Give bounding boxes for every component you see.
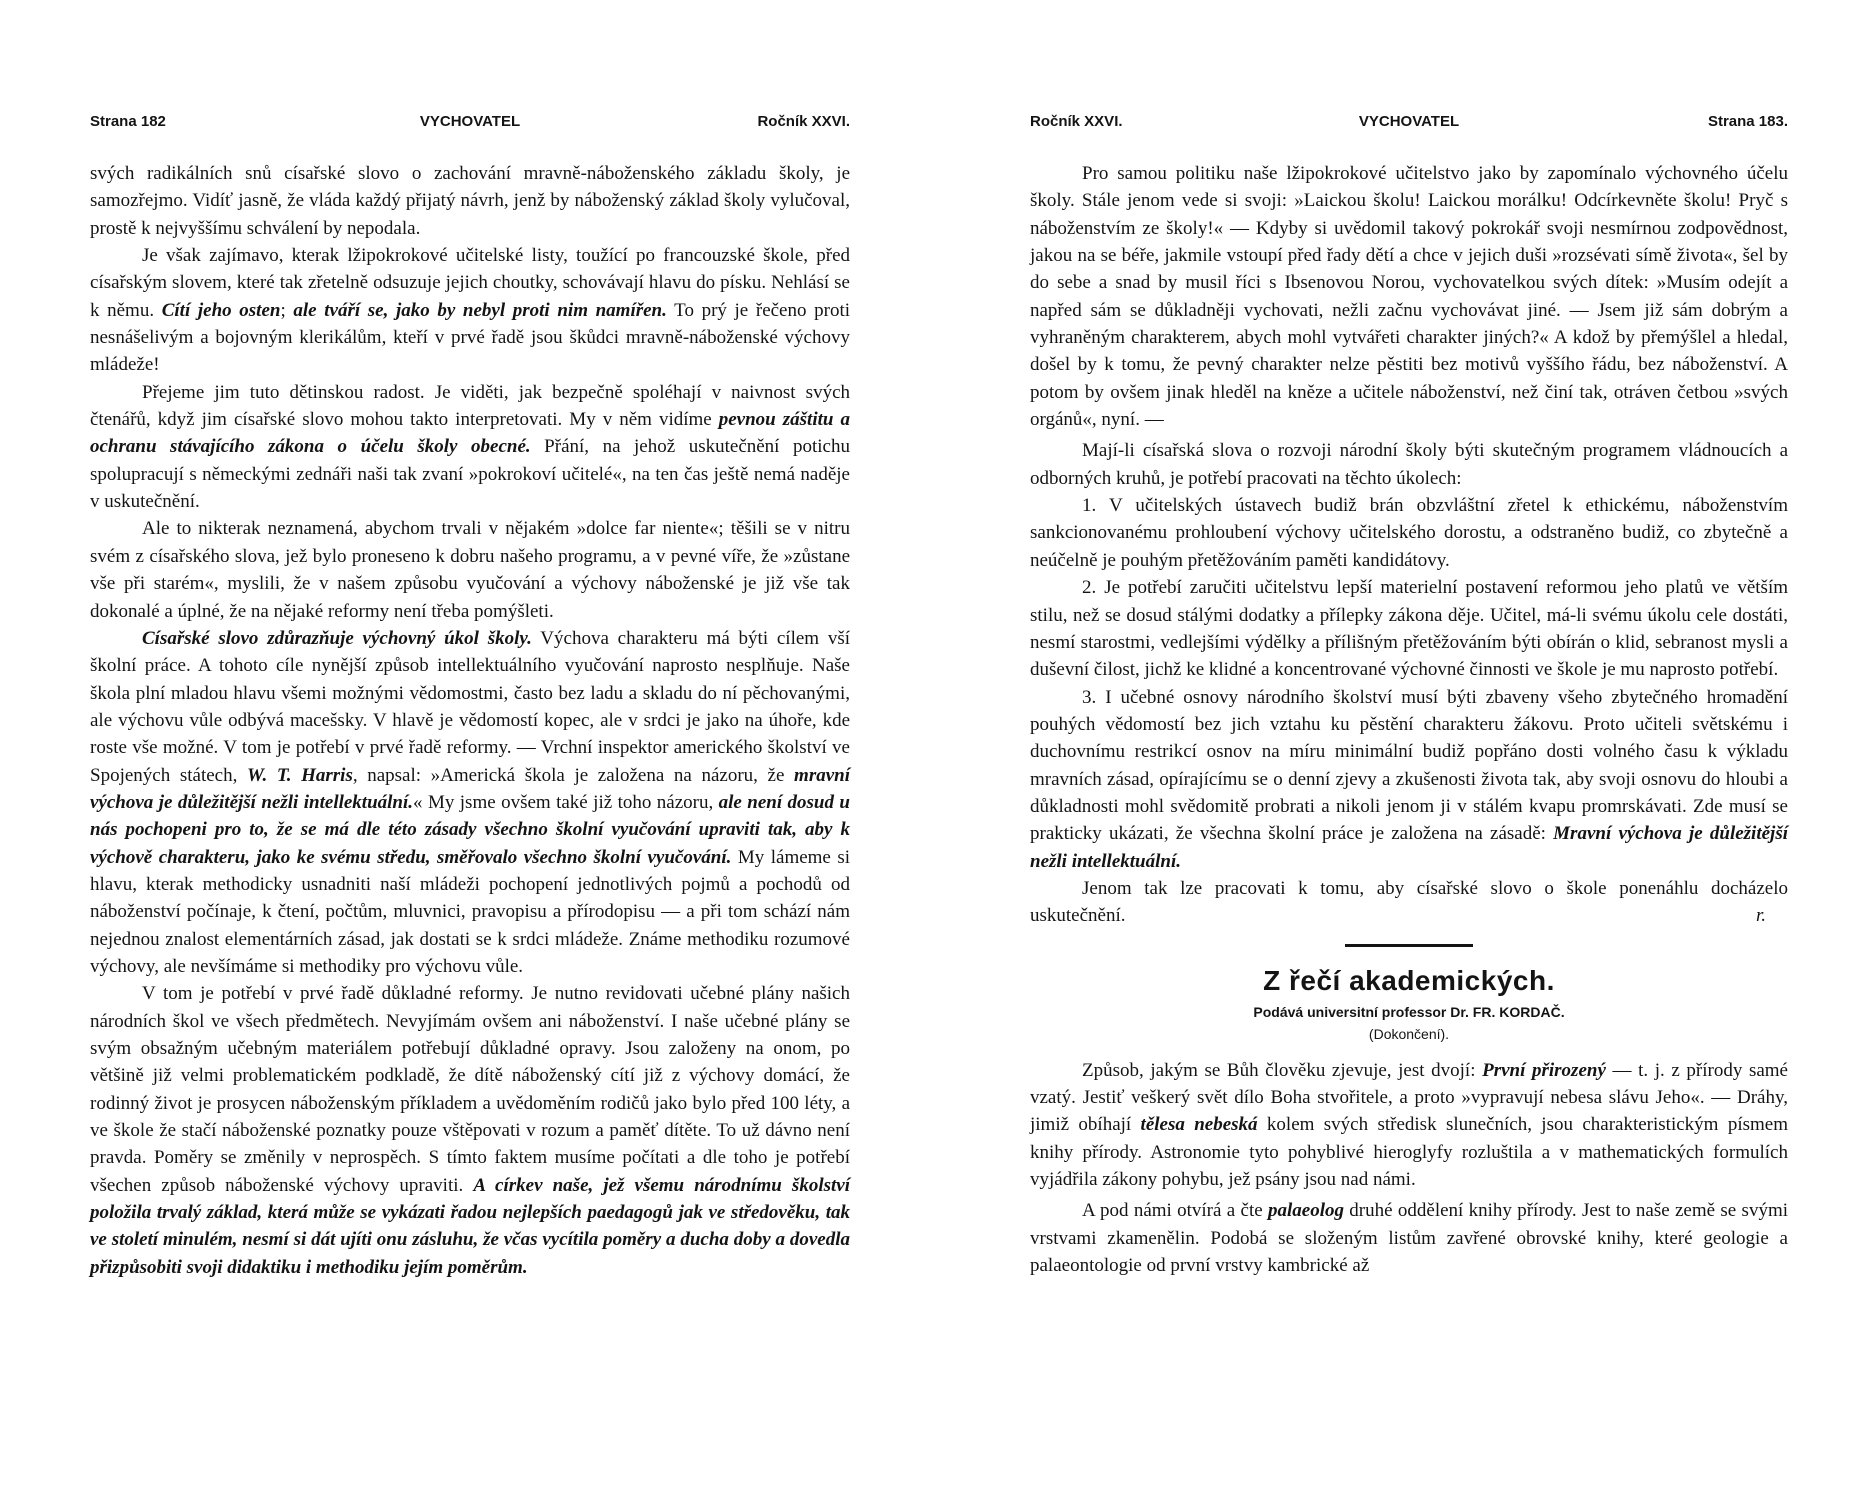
text-run: Výchova charakteru má býti cílem vší školní práce. A tohoto cíle nynější způsob intellektuálního vyučování naprosto nesplňuje. Naše škola plní mladou hlavu všemi možnými vědomostmi, často bez ladu a skladu do ní pěchovanými, ale výchovu vůle odbývá macešsky. V hlavě je vědomostí kopec, ale v srdci je jako na úhoře, kde roste vše možné. V tom je potřebí v prvé řadě reformy. — Vrchní inspektor amerického školství ve Spojených státech,	[90, 627, 850, 786]
paragraph	[1030, 1057, 1788, 1194]
text-run: druhé oddělení knihy přírody. Jest to naše země se svými vrstvami zkamenělin. Podobá se složeným listům zavřené obrovské knihy, které geologie a palaeontologie od první vrstvy kambrické až	[1030, 1200, 1788, 1277]
text-run: Ale to nikterak neznamená, abychom trvali v nějakém »dolce far niente«; těšili se v nitru svém z císařského slova, jež bylo proneseno k dobru našeho programu, a v pevné víře, že »zůstane vše při starém«, myslili, že v našem způsobu vyučování a výchovy náboženské je již vše tak dokonalé a úplné, že na nějaké reformy není třeba pomýšleti.	[90, 518, 850, 622]
emphasized-text: Cítí jeho osten	[161, 299, 281, 321]
paragraph	[1030, 492, 1788, 574]
emphasized-text: W. T. Harris	[246, 764, 353, 786]
text-run: 3. I učebné osnovy národního školství musí býti zbaveny všeho zbytečného hromadění pouhých vědomostí bez jich vztahu ku pěstění charakteru žákovu. Proto učiteli světskému i duchovnímu restrikcí osnov na míru minimální budiž popřáno dosti volného času k výkladu mravních zásad, opírajícímu se o denní zjevy a zkušenosti života tak, aby svoji osnovu do hloubi a důkladnosti mohl svědomitě probrati a nikoli jenom ji v stálém kvapu promrskávati. Zde musí se prakticky ukázati, že všechna školní práce je založena na zásadě:	[1030, 686, 1788, 845]
emphasized-text: ale není dosud u nás pochopeni pro to, že se má dle této zásady všechno školní vyučování upraviti tak, aby k výchově charakteru, jako ke svému středu, směřovalo všechno školní vyučování.	[90, 791, 850, 868]
paragraph	[1030, 574, 1788, 683]
text-run: svých radikálních snů císařské slovo o zachování mravně-náboženského základu školy, je samozřejmo. Vidíť jasně, že vláda každý přijatý návrh, jenž by náboženský základ školy vylučoval, prostě k nejvyššímu schválení by nepodala.	[90, 163, 850, 239]
closing-paragraph	[1030, 875, 1788, 930]
text-run: « My jsme ovšem také již toho názoru,	[413, 791, 719, 813]
section-divider	[1345, 944, 1473, 947]
running-header	[90, 113, 850, 137]
paragraph	[90, 980, 850, 1281]
text-run: , napsal: »Americká škola je založena na názoru, že	[352, 764, 795, 786]
emphasized-text: Císařské slovo zdůrazňuje výchovný úkol školy.	[142, 627, 532, 649]
text-run: Přejeme jim tuto dětinskou radost. Je viděti, jak bezpečně spoléhají v naivnost svých čtenářů, když jim císařské slovo mohou takto interpretovati. My v něm vidíme	[90, 381, 850, 431]
emphasized-text: A církev naše, jež všemu národnímu školství položila trvalý základ, která může se vykázati řadou nejlepších paedagogů jak ve středověku, tak ve století minulém, nesmí si dát ujíti onu zásluhu, že včas vycítila poměry a ducha doby a dovedla přizpůsobiti svoji didaktiku i methodiku jejím poměrům.	[90, 1174, 850, 1278]
emphasized-text: tělesa nebeská	[1140, 1114, 1258, 1136]
text-run: 1. V učitelských ústavech budiž brán obzvláštní zřetel k ethickému, náboženstvím sankcionovanému prohloubení výchovy učitelského dorostu, a odstraněno budiž, co zbytečně a neúčelně je pouhým přetěžováním paměti kandidátovy.	[1030, 495, 1788, 571]
author-signature: r.	[1755, 905, 1766, 927]
text-run: To prý je řečeno proti nesnášelivým a bojovným klerikálům, kteří v prvé řadě jsou škůdci mravně-náboženské výchovy mládeže!	[90, 299, 851, 376]
journal-title: VYCHOVATEL	[1358, 113, 1460, 130]
volume-label: Ročník XXVI.	[1030, 113, 1123, 130]
text-run: V tom je potřebí v prvé řadě důkladné reformy. Je nutno revidovati učebné plány našich národních škol ve všech předmětech. Nevyjímám ovšem ani náboženství. I naše učebné plány se svým obsažným učebným materiálem potřebují důkladné opravy. Jsou založeny na onom, po většině již velmi problematickém podkladě, že dítě náboženský cítí již z výchovy domácí, že rodinný život je prosycen náboženským příkladem a uvědoměním rodičů jako bylo před 100 léty, a ve škole že stačí náboženské poznatky pouze vštěpovati v rozum a paměť dítěte. To už dávno není pravda. Poměry se změnily v neprospěch. S tímto faktem musíme počítati a dle toho je potřebí všechen způsob náboženské výchovy upraviti.	[90, 983, 850, 1196]
text-run: Způsob, jakým se Bůh člověku zjevuje, jest dvojí:	[1082, 1059, 1483, 1081]
paragraph	[1030, 437, 1788, 492]
paragraph	[90, 379, 850, 516]
emphasized-text: mravní výchova je důležitější nežli intellektuální.	[90, 764, 850, 813]
paragraph	[90, 160, 850, 242]
paragraph	[1030, 684, 1788, 875]
page-number: Strana 182	[90, 113, 166, 130]
emphasized-text: ale tváří se, jako by nebyl proti nim namířen.	[293, 299, 667, 321]
text-run: kolem svých středisk slunečních, jsou charakteristickým písmem knihy přírody. Astronomie tyto pohyblivé hieroglyfy rozluštila a v mathematických formulích vyjádřila zákony pohybu, jež psány jsou nad námi.	[1030, 1114, 1788, 1190]
emphasized-text: První přirozený	[1482, 1059, 1606, 1081]
paragraph	[90, 242, 850, 379]
text-run: A pod námi otvírá a čte	[1082, 1200, 1268, 1222]
emphasized-text: Mravní výchova je důležitější nežli intellektuální.	[1030, 823, 1788, 872]
emphasized-text: pevnou záštitu a ochranu stávajícího zákona o účelu školy obecné.	[90, 409, 850, 458]
section-byline: Podává universitní professor Dr. FR. KORDAČ.	[1253, 1003, 1565, 1020]
paragraph	[90, 625, 850, 980]
left-page-body	[90, 160, 850, 1281]
text-run: ;	[280, 299, 294, 321]
right-page	[1030, 0, 1788, 1500]
section-title: Z řečí akademických.	[1263, 964, 1555, 996]
running-header	[1030, 113, 1788, 137]
text-run: — t. j. z přírody samé vzatý. Jestiť veškerý svět dílo Boha stvořitele, a proto »vypravují nebesa slávu Jeho«. — Dráhy, jimiž obíhají	[1030, 1059, 1788, 1136]
right-page-body	[1030, 160, 1788, 1279]
page-number: Strana 183.	[1707, 113, 1788, 130]
paragraph	[1030, 160, 1788, 433]
paragraph	[1030, 1197, 1788, 1279]
volume-label: Ročník XXVI.	[757, 113, 850, 130]
text-run: My lámeme si hlavu, kterak methodicky usnadniti naší mládeži pochopení jednotlivých pojmů a pochodů od náboženství počínaje, k čtení, počtům, mluvnici, pravopisu a přírodopisu — a při tom schází nám nejednou znalost elementárních zásad, jak dostati se k srdci mládeže. Známe methodiku rozumové výchovy, ale nevšímáme si methodiky pro výchovu vůle.	[90, 846, 851, 977]
text-run: 2. Je potřebí zaručiti učitelstvu lepší materielní postavení reformou jeho platů ve větším stilu, než se dosud stálými dodatky a přílepky zákona děje. Učitel, má-li svému úkolu cele dostáti, nesmí starostmi, vedlejšími výdělky a přílišným přetěžováním býti obírán o klid, sebranost mysli a duševní čilost, jichž ke klidné a koncentrované výchovné činnosti ve škole je mu naprosto potřebí.	[1030, 577, 1788, 681]
text-run: Je však zajímavo, kterak lžipokrokové učitelské listy, toužící po francouzské škole, před císařským slovem, které tak zřetelně odsuzuje jejich choutky, schovávají hlavu do písku. Nehlásí se k němu.	[90, 245, 850, 321]
paragraph	[90, 515, 850, 624]
journal-title: VYCHOVATEL	[419, 113, 521, 130]
text-run: Mají-li císařská slova o rozvoji národní školy býti skutečným programem vládnoucích a odborných kruhů, je potřebí pracovati na těchto úkolech:	[1030, 440, 1788, 489]
text-run: Přání, na jehož uskutečnění potichu spolupracují s německými zednáři naši tak zvaní »pokrokoví učitelé«, na ten čas ještě nemá naděje v uskutečnění.	[90, 436, 850, 513]
section-note: (Dokončení).	[1368, 1025, 1450, 1042]
emphasized-text: palaeolog	[1267, 1200, 1344, 1222]
left-page	[90, 0, 850, 1500]
text-run: Pro samou politiku naše lžipokrokové učitelstvo jako by zapomínalo výchovného účelu školy. Stále jenom vede si svoji: »Laickou školu! Laickou morálku! Odcírkevněte školu! Pryč s náboženstvím ze školy!« — Kdyby si uvědomil takový pokrokář svoji nesmírnou zodpovědnost, jakou na se béře, jakmile vstoupí před řady dětí a chce v jejich duši »rozsévati símě života«, šel by do sebe a snad by musil říci s Ibsenovou Norou, vychovatelkou svých dítek: »Musím odejít a napřed sám se důkladněji vychovati, nežli začnu vychovávat jiné. — Jsem již sám dobrým a vyhraněným charakterem, abych mohl vytvářeti charakter jiných?« A kdož by přemýšlel a hledal, došel by k tomu, že pevný charakter nelze pěstiti bez motivů vyššího řádu, bez náboženství. A potom by ovšem jinak hleděl na kněze a učitele náboženství, než činí tak, otráven četbou »svých orgánů«, nyní. —	[1030, 163, 1788, 431]
closing-text: Jenom tak lze pracovati k tomu, aby císařské slovo o škole ponenáhlu docházelo uskutečnění.	[1030, 877, 1788, 927]
